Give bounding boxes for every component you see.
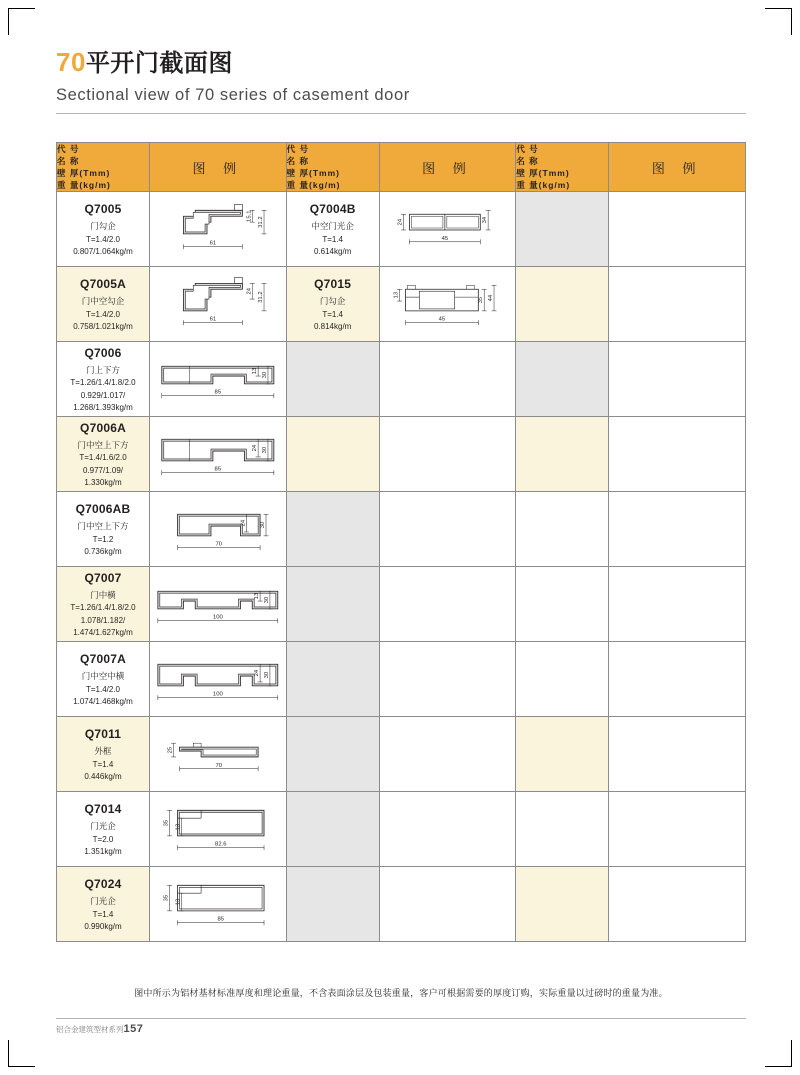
empty-info-cell [286, 642, 379, 717]
profile-info-cell [57, 267, 150, 342]
header-label-0: 代 号 [286, 144, 310, 154]
table-row [57, 192, 746, 267]
svg-text:45: 45 [438, 316, 445, 323]
svg-text:13: 13 [175, 899, 182, 906]
empty-info-cell [286, 717, 379, 792]
profile-weight: 1.351kg/m [84, 847, 122, 857]
profile-weight: 0.977/1.09/ [82, 465, 124, 475]
svg-text:35: 35 [163, 895, 170, 902]
header-divider [56, 113, 746, 114]
page-title-number: 70 [56, 47, 86, 77]
section-drawing [150, 417, 286, 491]
profile-name: 门中空中横 [81, 671, 125, 682]
profile-code: Q7007 [84, 570, 122, 585]
profile-weight: 0.736kg/m [84, 547, 122, 557]
page-header [56, 48, 746, 114]
empty-info-cell [516, 192, 609, 267]
table-row [57, 717, 746, 792]
profile-figure-cell [150, 417, 287, 492]
profile-weight: 0.614kg/m [313, 247, 352, 257]
crop-mark-bottom-left [8, 1040, 35, 1067]
profile-info-cell [57, 867, 150, 942]
crop-mark-top-right [765, 8, 792, 35]
profile-thickness: T=1.4 [322, 234, 343, 244]
svg-text:13: 13 [254, 593, 261, 600]
empty-figure-cell [379, 417, 516, 492]
svg-text:61: 61 [209, 316, 217, 323]
profile-weight: 0.814kg/m [313, 322, 352, 332]
profile-info-cell [286, 192, 379, 267]
profile-code: Q7015 [314, 276, 352, 291]
empty-figure-cell [609, 792, 746, 867]
svg-text:70: 70 [215, 541, 223, 548]
page-folio [56, 1018, 746, 1035]
empty-figure-cell [379, 642, 516, 717]
table-row [57, 417, 746, 492]
profile-thickness: T=1.4/1.6/2.0 [79, 453, 127, 463]
profile-name: 外框 [94, 746, 112, 757]
profile-thickness: T=1.4/2.0 [85, 309, 121, 319]
column-header-figure: 图 例 [609, 143, 746, 192]
header-label-3: 重 量(kg/m) [57, 180, 111, 191]
empty-figure-cell [379, 867, 516, 942]
empty-info-cell [286, 867, 379, 942]
table-row [57, 267, 746, 342]
profile-weight: 1.268/1.393kg/m [73, 403, 133, 413]
section-drawing [150, 867, 286, 941]
section-drawing [150, 267, 286, 341]
footnote: 图中所示为铝材基材标准厚度和理论重量，不含表面涂层及包装重量，客户可根据需要的厚度订购，实际重量以过磅时的重量为准。 [134, 988, 668, 998]
svg-text:85: 85 [214, 466, 222, 473]
profile-info-cell [286, 267, 379, 342]
svg-text:85: 85 [214, 389, 222, 396]
svg-text:13: 13 [393, 292, 400, 299]
profile-weight: 1.074/1.468kg/m [73, 697, 133, 707]
column-header-labels [57, 143, 150, 192]
page-subtitle: Sectional view of 70 series of casement door [56, 86, 410, 105]
section-drawing [380, 267, 516, 341]
profile-info-cell [57, 567, 150, 642]
folio-caption: 铝合金建筑型材系列 [56, 1025, 124, 1034]
section-drawing [150, 792, 286, 866]
svg-text:24: 24 [254, 670, 261, 677]
profile-thickness: T=1.26/1.4/1.8/2.0 [70, 603, 136, 613]
section-drawing [380, 192, 516, 266]
section-drawing [150, 567, 286, 641]
column-header-labels [516, 143, 609, 192]
svg-text:31.2: 31.2 [258, 291, 265, 304]
profile-code: Q7005 [84, 201, 122, 216]
empty-info-cell [286, 342, 379, 417]
svg-text:100: 100 [212, 691, 223, 698]
empty-info-cell [516, 717, 609, 792]
empty-figure-cell [379, 567, 516, 642]
profile-info-cell [57, 417, 150, 492]
header-label-3: 重 量(kg/m) [286, 180, 341, 191]
profile-code: Q7006A [80, 420, 126, 435]
table-row [57, 567, 746, 642]
profile-name: 门中空上下方 [77, 439, 129, 450]
profile-thickness: T=1.4/2.0 [85, 684, 121, 694]
profile-info-cell [57, 717, 150, 792]
svg-text:30: 30 [261, 447, 268, 454]
profile-code: Q7014 [84, 801, 122, 816]
svg-text:31.2: 31.2 [258, 216, 265, 229]
profile-figure-cell [379, 192, 516, 267]
table-row [57, 642, 746, 717]
profile-name: 门中空上下方 [77, 521, 129, 532]
table-header-row [57, 143, 746, 192]
svg-text:61: 61 [209, 240, 217, 247]
empty-figure-cell [609, 567, 746, 642]
profile-name: 门勾企 [90, 221, 116, 232]
column-header-figure: 图 例 [379, 143, 516, 192]
profile-code: Q7005A [80, 276, 126, 291]
empty-info-cell [516, 492, 609, 567]
table-row [57, 342, 746, 417]
profile-weight: 0.929/1.017/ [80, 390, 126, 400]
profile-figure-cell [150, 267, 287, 342]
profile-code: Q7024 [84, 876, 122, 891]
profile-name: 门光企 [90, 821, 116, 832]
crop-mark-bottom-right [765, 1040, 792, 1067]
svg-text:100: 100 [212, 614, 223, 621]
folio-page-number: 157 [123, 1023, 144, 1035]
svg-text:70: 70 [215, 763, 223, 770]
column-header-figure: 图 例 [150, 143, 287, 192]
profile-weight: 0.758/1.021kg/m [73, 322, 133, 332]
empty-figure-cell [379, 492, 516, 567]
profile-thickness: T=1.4 [92, 909, 114, 919]
crop-mark-top-left [8, 8, 35, 35]
profile-thickness: T=1.26/1.4/1.8/2.0 [70, 378, 136, 388]
svg-text:85: 85 [217, 916, 225, 923]
svg-text:24: 24 [252, 445, 259, 452]
empty-info-cell [286, 492, 379, 567]
profile-code: Q7011 [84, 726, 122, 741]
profile-name: 门勾企 [319, 296, 346, 307]
profile-weight: 1.474/1.627kg/m [73, 628, 133, 638]
section-drawing [150, 642, 286, 716]
profile-name: 门中空勾企 [81, 296, 125, 307]
empty-info-cell [516, 792, 609, 867]
table-row [57, 867, 746, 942]
empty-figure-cell [609, 267, 746, 342]
svg-text:44: 44 [487, 295, 494, 302]
svg-text:30: 30 [261, 372, 268, 379]
svg-text:25: 25 [167, 747, 174, 754]
svg-text:13: 13 [175, 824, 182, 831]
header-label-2: 壁 厚(Tmm) [516, 168, 570, 179]
profile-thickness: T=1.4 [92, 759, 114, 769]
profile-figure-cell [150, 642, 287, 717]
profile-name: 门上下方 [85, 364, 120, 375]
empty-info-cell [516, 567, 609, 642]
profile-weight: 1.330kg/m [84, 478, 122, 488]
header-label-0: 代 号 [57, 144, 80, 154]
svg-text:34: 34 [481, 217, 488, 224]
profile-table [56, 142, 746, 942]
profile-code: Q7006 [84, 345, 122, 360]
profile-thickness: T=1.4 [322, 309, 343, 319]
profile-thickness: T=2.0 [92, 834, 114, 844]
empty-figure-cell [609, 492, 746, 567]
profile-code: Q7006AB [75, 501, 131, 516]
profile-code: Q7007A [80, 651, 126, 666]
empty-figure-cell [379, 792, 516, 867]
svg-text:35: 35 [477, 297, 484, 304]
profile-figure-cell [150, 567, 287, 642]
profile-figure-cell [150, 492, 287, 567]
section-drawing [150, 717, 286, 791]
page-title [56, 48, 746, 77]
header-label-0: 代 号 [516, 144, 539, 154]
empty-info-cell [286, 417, 379, 492]
profile-name: 门中横 [90, 589, 116, 600]
header-label-1: 名 称 [516, 156, 539, 167]
profile-weight: 0.990kg/m [84, 922, 122, 932]
profile-weight: 0.446kg/m [84, 772, 122, 782]
empty-info-cell [516, 867, 609, 942]
empty-figure-cell [609, 642, 746, 717]
header-label-1: 名 称 [286, 156, 310, 167]
section-drawing [150, 192, 286, 266]
empty-info-cell [516, 342, 609, 417]
table-row [57, 792, 746, 867]
profile-info-cell [57, 192, 150, 267]
profile-info-cell [57, 642, 150, 717]
profile-info-cell [57, 792, 150, 867]
empty-info-cell [516, 267, 609, 342]
empty-figure-cell [379, 717, 516, 792]
section-drawing [150, 492, 286, 566]
svg-text:82.6: 82.6 [215, 841, 227, 848]
header-label-2: 壁 厚(Tmm) [286, 168, 340, 179]
svg-text:30: 30 [263, 597, 270, 604]
profile-info-cell [57, 492, 150, 567]
page-title-text: 平开门截面图 [85, 50, 233, 77]
profile-weight: 0.807/1.064kg/m [73, 247, 133, 257]
svg-text:30: 30 [263, 672, 270, 679]
empty-info-cell [286, 792, 379, 867]
profile-figure-cell [150, 867, 287, 942]
section-drawing [150, 342, 286, 416]
svg-text:24: 24 [240, 520, 247, 527]
header-label-3: 重 量(kg/m) [516, 180, 571, 191]
profile-weight: 1.078/1.182/ [80, 615, 126, 625]
svg-text:35: 35 [163, 820, 170, 827]
profile-figure-cell [150, 792, 287, 867]
profile-thickness: T=1.2 [92, 534, 114, 544]
empty-info-cell [516, 417, 609, 492]
svg-text:15.1: 15.1 [246, 210, 253, 223]
empty-info-cell [516, 642, 609, 717]
empty-figure-cell [379, 342, 516, 417]
header-label-1: 名 称 [57, 156, 80, 167]
header-label-2: 壁 厚(Tmm) [57, 168, 111, 179]
profile-name: 门光企 [90, 896, 116, 907]
empty-figure-cell [609, 867, 746, 942]
empty-figure-cell [609, 342, 746, 417]
empty-figure-cell [609, 717, 746, 792]
profile-info-cell [57, 342, 150, 417]
svg-text:45: 45 [441, 236, 448, 243]
empty-info-cell [286, 567, 379, 642]
profile-figure-cell [150, 342, 287, 417]
profile-code: Q7004B [309, 201, 356, 216]
table-row [57, 492, 746, 567]
empty-figure-cell [609, 192, 746, 267]
svg-text:24: 24 [246, 288, 253, 295]
empty-figure-cell [609, 417, 746, 492]
svg-text:30: 30 [260, 522, 267, 529]
svg-text:24: 24 [397, 219, 404, 226]
profile-name: 中空门光企 [311, 221, 354, 232]
profile-table-body [57, 143, 746, 942]
profile-figure-cell [150, 717, 287, 792]
column-header-labels [286, 143, 379, 192]
svg-text:13: 13 [252, 368, 259, 375]
profile-figure-cell [150, 192, 287, 267]
profile-figure-cell [379, 267, 516, 342]
profile-thickness: T=1.4/2.0 [85, 234, 121, 244]
